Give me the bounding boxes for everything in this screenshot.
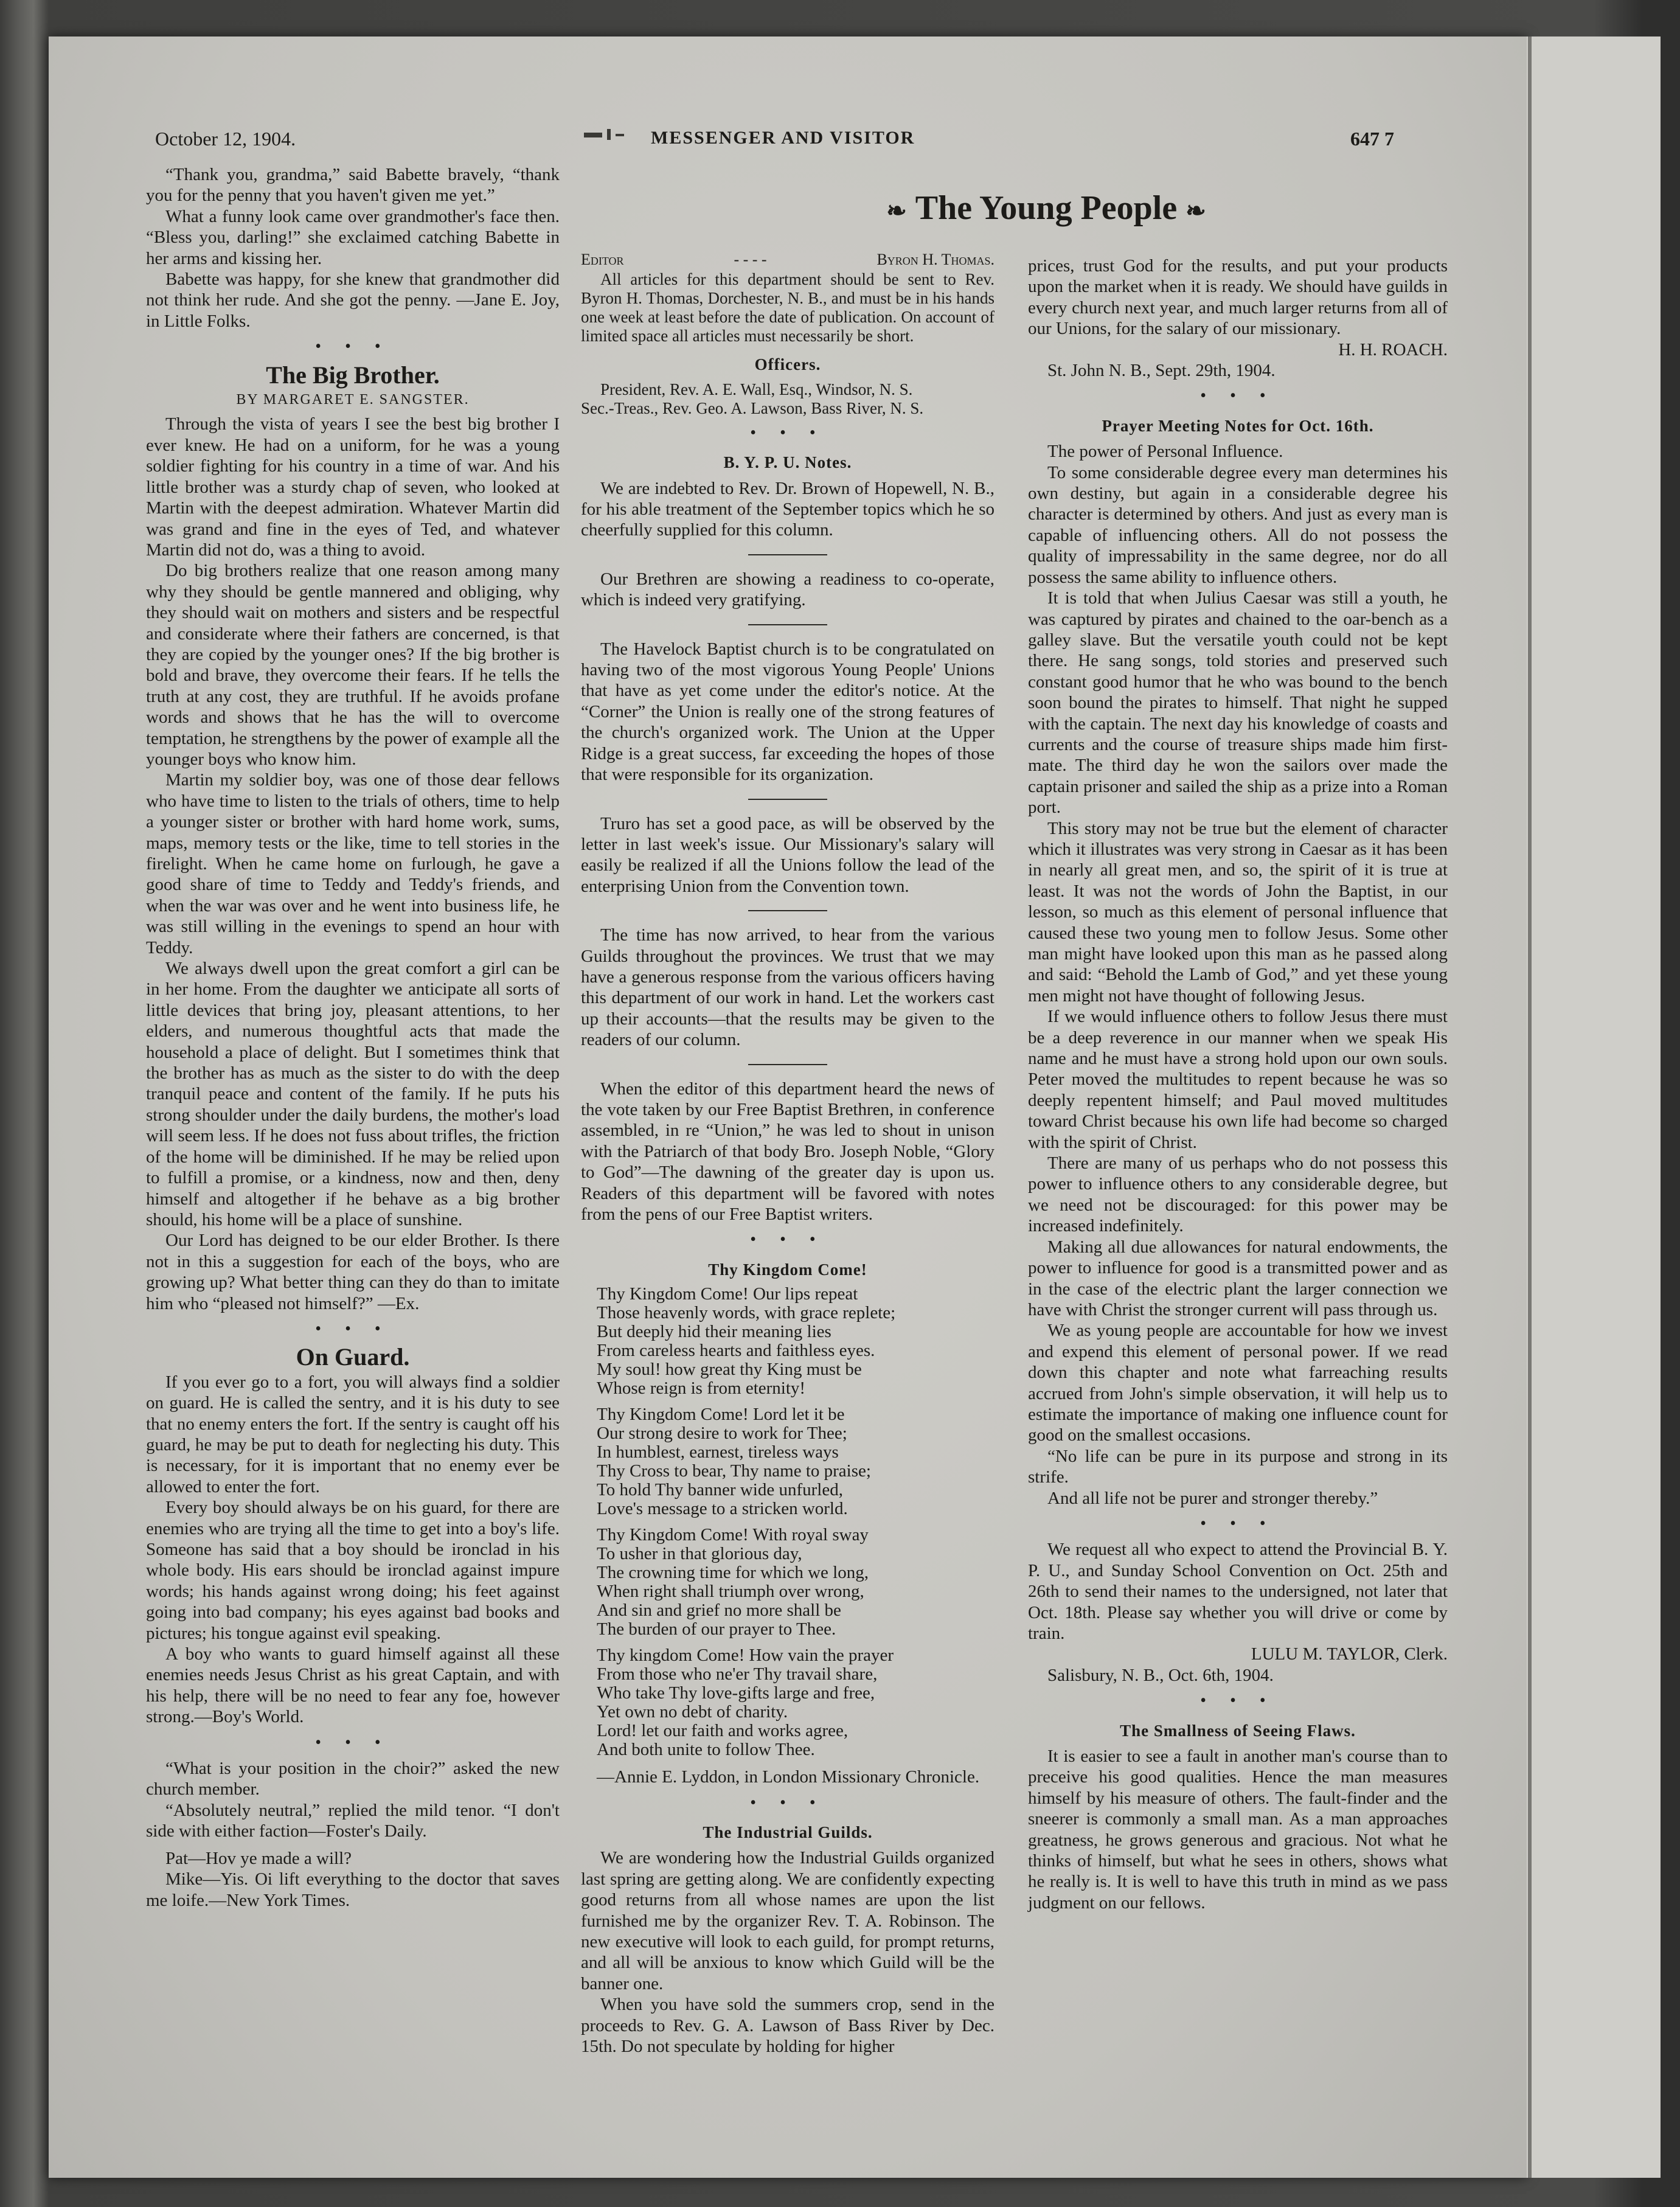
paragraph: When the editor of this department heard the news of the vote taken by our Free Baptist Brethren, in conference assembled, in re “Union,” he was led to shout in unison with the Patriarch of that body Bro. Joseph Noble, “Glory to God”—The dawning of the greater day is upon us. Readers of this department will be favored with notes from the pens of our Free Baptist writers. [581, 1079, 994, 1224]
article-title: The Big Brother. [266, 361, 440, 389]
notes-heading: B. Y. P. U. Notes. [723, 453, 852, 472]
paragraph: The time has now arrived, to hear from the various Guilds throughout the provinces. We trust that we may have a generous response from the various officers having this department of our work in hand. Let the workers cast up their accounts—that the results may be given to the readers of our column. [581, 925, 994, 1050]
separator-dots: • • • [315, 1733, 390, 1752]
section-title: The Young People [915, 189, 1178, 227]
poem-line: To hold Thy banner wide unfurled, [597, 1480, 843, 1500]
paragraph: When you have sold the summers crop, send in the proceeds to Rev. G. A. Lawson of Bass River by Dec. 15th. Do not speculate by holding for higher [581, 1995, 994, 2057]
young-people-heading [852, 189, 1241, 228]
paragraph: Our Lord has deigned to be our elder Brother. Is there not in this a suggestion for each of the boys, who are growing up? What better thing can they do than to imitate him who “pleased not himself?” —Ex. [146, 1231, 560, 1313]
poem-line: To usher in that glorious day, [597, 1544, 802, 1564]
column-1 [146, 164, 560, 1911]
paragraph: We as young people are accountable for how we invest and expend this element of personal power. If we read down this chapter and note what farreaching results accrued from John's simple observation, it will help us to estimate the importance of making one influence count for good on the smallest occasions. [1028, 1321, 1448, 1445]
paragraph: “No life can be pure in its purpose and strong in its strife. [1028, 1446, 1448, 1487]
poem-line: Lord! let our faith and works agree, [597, 1721, 849, 1741]
right-margin-rule [1528, 36, 1532, 2178]
poem-line: And sin and grief no more shall be [597, 1601, 841, 1621]
paragraph: The power of Personal Influence. [1047, 442, 1283, 462]
poem-line: My soul! how great thy King must be [597, 1360, 862, 1380]
officer: Sec.-Treas., Rev. Geo. A. Lawson, Bass River, N. S. [581, 398, 924, 417]
notice: All articles for this department should be sent to Rev. Byron H. Thomas, Dorchester, N. B., and must be in his hands one week at least before the date of publication. On account of limited space all articles must necessarily be short. [581, 270, 994, 346]
separator-dots: • • • [750, 1230, 825, 1249]
paragraph: And all life not be purer and stronger thereby.” [1047, 1488, 1378, 1508]
editor-dashes: - - - - [734, 251, 767, 268]
officer: President, Rev. A. E. Wall, Esq., Windsor, N. S. [600, 380, 913, 398]
separator-dots: • • • [315, 1319, 390, 1338]
article-title: Prayer Meeting Notes for Oct. 16th. [1102, 416, 1374, 435]
poem-line: Thy Cross to bear, Thy name to praise; [597, 1461, 871, 1481]
separator-dots: • • • [1200, 1514, 1276, 1533]
byline: BY MARGARET E. SANGSTER. [236, 392, 470, 408]
paragraph: We are indebted to Rev. Dr. Brown of Hopewell, N. B., for his able treatment of the September topics which he so cheerfully supplied for this column. [581, 478, 994, 540]
paragraph: prices, trust God for the results, and put your products upon the market when it is ready. We should have guilds in every church next year, and much larger returns from all of our Unions, for the salary of our missionary. [1028, 256, 1448, 339]
divider-rule [748, 554, 827, 555]
divider-rule [748, 799, 827, 800]
poem-credit: —Annie E. Lyddon, in London Missionary Chronicle. [597, 1767, 980, 1787]
masthead: MESSENGER AND VISITOR [651, 128, 915, 148]
poem-line: In humblest, earnest, tireless ways [597, 1442, 839, 1462]
paragraph: This story may not be true but the element of character which it illustrates was very strong in Caesar as it has been in nearly all great men, and so, the spirit of it is true at least. It was not the words of John the Baptist, in our lesson, so much as this element of personal influence that caused these two young men to follow Jesus. Some other man might have looked upon this man as he passed along and said: “Behold the Lamb of God,” and yet these young men might not have thought of following Jesus. [1028, 818, 1448, 1006]
poem-line: Thy kingdom Come! How vain the prayer [597, 1646, 894, 1666]
signature: H. H. ROACH. [1338, 339, 1448, 360]
divider-rule [748, 624, 827, 625]
editor-name: Byron H. Thomas. [876, 251, 994, 268]
poem-line: Yet own no debt of charity. [597, 1702, 788, 1722]
paragraph: Babette was happy, for she knew that grandmother did not think her rude. And she got the penny. —Jane E. Joy, in Little Folks. [146, 269, 560, 331]
poem-stanza [597, 1285, 994, 1398]
paragraph: Truro has set a good pace, as will be observed by the letter in last week's issue. Our Missionary's salary will easily be realized if all the Unions follow the lead of the enterprising Union from the Convention town. [581, 813, 994, 896]
officers-heading: Officers. [754, 355, 821, 374]
poem-line: Love's message to a stricken world. [597, 1499, 848, 1519]
paragraph: “Absolutely neutral,” replied the mild tenor. “I don't side with either faction—Foster's Daily. [146, 1800, 560, 1841]
dateline: Salisbury, N. B., Oct. 6th, 1904. [1047, 1665, 1274, 1685]
column-2 [581, 249, 994, 2057]
page-header [103, 91, 1429, 150]
poem-line: Thy Kingdom Come! With royal sway [597, 1525, 869, 1545]
right-margin [1527, 36, 1661, 2178]
divider-rule [748, 1064, 827, 1065]
paragraph: If we would influence others to follow Jesus there must be a deep reverence in our manner when we speak His name and he must have a strong hold upon our own souls. Peter moved the multitudes to repent because he was so deeply repentent himself; and Paul moved multitudes toward Christ because his own life had become so charged with the spirit of Christ. [1028, 1007, 1448, 1152]
dateline: St. John N. B., Sept. 29th, 1904. [1047, 361, 1276, 381]
poem-stanza [597, 1646, 994, 1759]
editor-line [581, 249, 994, 270]
paragraph: Making all due allowances for natural endowments, the power to influence for good is a transmitted power and as in the case of the electric plant the larger connection we have with Christ the stronger current will pass through us. [1028, 1237, 1448, 1319]
paragraph: There are many of us perhaps who do not possess this power to influence others to any considerable degree, but we need not be discouraged: for this power may be increased indefinitely. [1028, 1153, 1448, 1236]
separator-dots: • • • [315, 337, 390, 356]
poem-line: Thy Kingdom Come! Our lips repeat [597, 1284, 858, 1304]
poem-line: Those heavenly words, with grace replete; [597, 1303, 896, 1323]
separator-dots: • • • [750, 1793, 825, 1812]
poem-line: The crowning time for which we long, [597, 1563, 869, 1583]
poem-line: Thy Kingdom Come! Lord let it be [597, 1405, 845, 1425]
poem [597, 1285, 994, 1787]
paragraph: Mike—Yis. Oi lift everything to the doctor that saves me loife.—New York Times. [146, 1869, 560, 1910]
paragraph: Our Brethren are showing a readiness to co-operate, which is indeed very gratifying. [581, 569, 994, 610]
paragraph: Do big brothers realize that one reason among many why they should be gentle mannered and obliging, why they should wait on mothers and sisters and be respectful and considerate where their fathers are concerned, is that they are copied by the younger ones? If the big brother is bold and brave, they overcome their fears. If he tells the truth at any cost, they are truthful. If he avoids profane words and shows that he has the will to overcome temptation, he strengthens by the power of example all the younger boys who know him. [146, 561, 560, 769]
fleuron-icon: ❧ [1185, 197, 1206, 224]
article-title: On Guard. [296, 1343, 410, 1371]
paragraph: What a funny look came over grandmother's face then. “Bless you, darling!” she exclaimed catching Babette in her arms and kissing her. [146, 206, 560, 268]
paragraph: To some considerable degree every man determines his own destiny, but again in a considerable degree his character is determined by others. And just as every man is capable of influencing others. All do not possess the quality of impressability in the same degree, nor do all possess the same ability to influence others. [1028, 462, 1448, 587]
paragraph: We are wondering how the Industrial Guilds organized last spring are getting along. We are confidently expecting good returns from all whose names are upon the list furnished me by the organizer Rev. T. A. Robinson. The new executive will look to each guild, for prompt returns, and all will be anxious to know which Guild will be the banner one. [581, 1848, 994, 1993]
paragraph: “Thank you, grandma,” said Babette bravely, “thank you for the penny that you haven't given me yet.” [146, 165, 560, 206]
paragraph: It is easier to see a fault in another man's course than to preceive his good qualities. Hence the man measures himself by his measure of others. The fault-finder and the sneerer is commonly a small man. As a man approaches greatness, he grows generous and gracious. Not what he thinks of himself, but what he sees in others, shows what he really is. It is well to have this truth in mind as we pass judgment on our fellows. [1028, 1746, 1448, 1913]
separator-dots: • • • [1200, 386, 1276, 406]
paragraph: “What is your position in the choir?” asked the new church member. [146, 1759, 560, 1799]
paragraph: We always dwell upon the great comfort a girl can be in her home. From the daughter we anticipate all sorts of little devices that bring joy, pleasant attentions, to her elders, and numerous thoughtful acts that made the household a place of delight. But I sometimes think that the brother has as much as the sister to do with the deep tranquil peace and content of the family. If he puts his strong shoulder under the daily burdens, the mother's load will seem less. If he does not fuss about trifles, the friction of the home will be diminished. If he may be relied upon to fulfill a promise, or a kindness, now and then, deny himself and altogether if he behave as a big brother should, his home will be a place of sunshine. [146, 959, 560, 1229]
poem-title: Thy Kingdom Come! [708, 1260, 867, 1279]
paragraph: Through the vista of years I see the best big brother I ever knew. He had on a uniform, for he was a young soldier fighting for his country in a time of war. And his little brother was a sturdy chap of seven, who looked at Martin with the deepest admiration. Whatever Martin did was grand and fine in the eyes of Ted, and whatever Martin did not do, was a thing to avoid. [146, 414, 560, 560]
issue-date: October 12, 1904. [155, 128, 296, 150]
paragraph: A boy who wants to guard himself against all these enemies needs Jesus Christ as his great Captain, and with his help, there will be no need to fear any foe, however strong.—Boy's World. [146, 1644, 560, 1727]
poem-line: Who take Thy love-gifts large and free, [597, 1683, 875, 1703]
divider-rule [748, 910, 827, 911]
paragraph: It is told that when Julius Caesar was still a youth, he was captured by pirates and chained to the oar-bench as a galley slave. But the versatile youth could not be kept there. He sang songs, told stories and preserved such constant good humor that he who was bound to the bench soon bound the pirates to himself. That night he supped with the captain. The next day his knowledge of coasts and currents and the course of treasure ships made him first-mate. The third day he won the sailors over made the captain prisoner and sailed the ship as a prize into a Roman port. [1028, 588, 1448, 818]
page-number: 647 7 [1350, 128, 1394, 150]
poem-line: Our strong desire to work for Thee; [597, 1423, 847, 1444]
poem-stanza [597, 1405, 994, 1518]
paragraph: The Havelock Baptist church is to be congratulated on having two of the most vigorous Young People' Unions that have as yet come under the editor's notice. At the “Corner” the Union is really one of the strong features of the church's organized work. The Union at the Upper Ridge is a great success, far exceeding the hopes of those that were responsible for its organization. [581, 639, 994, 785]
paragraph: We request all who expect to attend the Provincial B. Y. P. U., and Sunday School Convention on Oct. 25th and 26th to send their names to the undersigned, not later that Oct. 18th. Please say whether you will drive or come by train. [1028, 1540, 1448, 1643]
paragraph: Pat—Hov ye made a will? [165, 1848, 352, 1868]
poem-line: From those who ne'er Thy travail share, [597, 1664, 878, 1684]
paragraph: Martin my soldier boy, was one of those dear fellows who have time to listen to the trials of others, time to help a younger sister or brother with hard home work, sums, maps, memory tests or the like, time to tell stories in the firelight. When he came home on furlough, he gave a good share of time to Teddy and Teddy's friends, and when the war was over and he went into business life, he was still willing in the evenings to spend an hour with Teddy. [146, 770, 560, 958]
separator-dots: • • • [750, 423, 825, 442]
signature: LULU M. TAYLOR, Clerk. [1251, 1644, 1448, 1664]
poem-line: Whose reign is from eternity! [597, 1378, 806, 1399]
article-title: The Smallness of Seeing Flaws. [1120, 1721, 1356, 1740]
poem-stanza [597, 1526, 994, 1639]
separator-dots: • • • [1200, 1691, 1276, 1711]
masthead-ornament [578, 127, 639, 142]
paragraph: If you ever go to a fort, you will always find a soldier on guard. He is called the sentry, and it is his duty to see that no enemy enters the fort. If the sentry is caught off his guard, he may be put to death for neglecting his duty. This is necessary, for it is important that no enemy ever be allowed to enter the fort. [146, 1372, 560, 1496]
poem-line: And both unite to follow Thee. [597, 1740, 815, 1760]
poem-line: From careless hearts and faithless eyes. [597, 1341, 875, 1361]
fleuron-icon: ❧ [886, 197, 907, 224]
paragraph: Every boy should always be on his guard, for there are enemies who are trying all the time to get into a boy's life. Someone has said that a boy should be ironclad in his whole body. His ears should be ironclad against impure words; his hands against wrong doing; his feet against going into bad company; his eyes against bad books and pictures; his tongue against evil speaking. [146, 1498, 560, 1643]
editor-label: Editor [581, 251, 624, 268]
poem-line: The burden of our prayer to Thee. [597, 1619, 836, 1639]
poem-line: When right shall triumph over wrong, [597, 1582, 864, 1602]
poem-line: But deeply hid their meaning lies [597, 1322, 831, 1342]
article-title: The Industrial Guilds. [703, 1823, 873, 1842]
column-3 [1028, 255, 1448, 1913]
